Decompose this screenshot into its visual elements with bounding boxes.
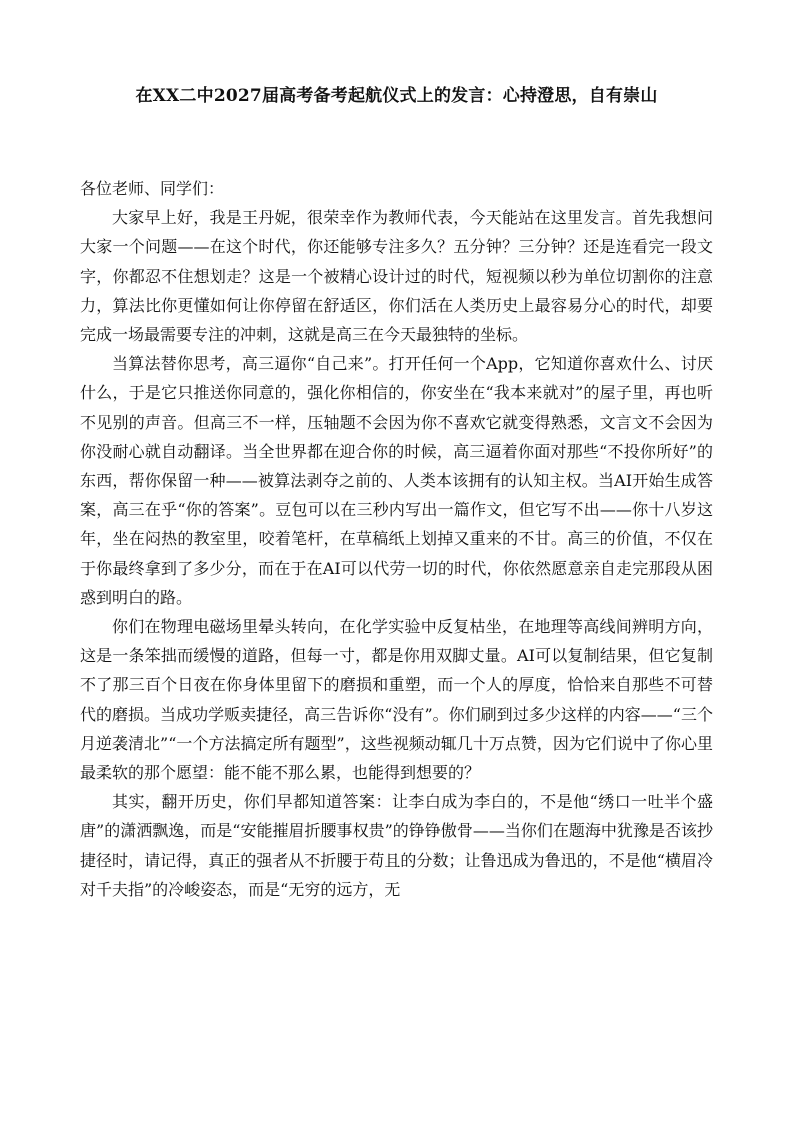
document-body xyxy=(80,174,713,904)
document-title: 在XX二中2027届高考备考起航仪式上的发言：心持澄思，自有崇山 xyxy=(135,86,658,106)
paragraph-4: 其实，翻开历史，你们早都知道答案：让李白成为李白的，不是他“绣口一吐半个盛唐”的潇洒飘逸，而是“安能摧眉折腰事权贵”的铮铮傲骨——当你们在题海中犹豫是否该抄捷径时，请记得，真正的强者从不折腰于苟且的分数；让鲁迅成为鲁迅的，不是他“横眉冷对千夫指”的冷峻姿态，而是“无穷的远方，无 xyxy=(80,792,713,899)
paragraph-1: 大家早上好，我是王丹妮，很荣幸作为教师代表，今天能站在这里发言。首先我想问大家一个问题——在这个时代，你还能够专注多久？五分钟？三分钟？还是连看完一段文字，你都忍不住想划走？这是一个被精心设计过的时代，短视频以秒为单位切割你的注意力，算法比你更懂如何让你停留在舒适区，你们活在人类历史上最容易分心的时代，却要完成一场最需要专注的冲刺，这就是高三在今天最独特的坐标。 xyxy=(80,208,713,345)
salutation: 各位老师、同学们： xyxy=(80,179,225,198)
paragraph-2: 当算法替你思考，高三逼你“自己来”。打开任何一个App，它知道你喜欢什么、讨厌什么，于是它只推送你同意的，强化你相信的，你安坐在“我本来就对”的屋子里，再也听不见别的声音。但高三不一样，压轴题不会因为你不喜欢它就变得熟悉，文言文不会因为你没耐心就自动翻译。当全世界都在迎合你的时候，高三逼着你面对那些“不投你所好”的东西，帮你保留一种——被算法剥夺之前的、人类本该拥有的认知主权。当AI开始生成答案，高三在乎“你的答案”。豆包可以在三秒内写出一篇作文，但它写不出——你十八岁这年，坐在闷热的教室里，咬着笔杆，在草稿纸上划掉又重来的不甘。高三的价值，不仅在于你最终拿到了多少分，而在于在AI可以代劳一切的时代，你依然愿意亲自走完那段从困惑到明白的路。 xyxy=(80,354,713,607)
paragraph-3: 你们在物理电磁场里晕头转向，在化学实验中反复枯坐，在地理等高线间辨明方向，这是一条笨拙而缓慢的道路，但每一寸，都是你用双脚丈量。AI可以复制结果，但它复制不了那三百个日夜在你身体里留下的磨损和重塑，而一个人的厚度，恰恰来自那些不可替代的磨损。当成功学贩卖捷径，高三告诉你“没有”。你们刷到过多少这样的内容——“三个月逆袭清北”“一个方法搞定所有题型”，这些视频动辄几十万点赞，因为它们说中了你心里最柔软的那个愿望：能不能不那么累，也能得到想要的？ xyxy=(80,617,713,783)
